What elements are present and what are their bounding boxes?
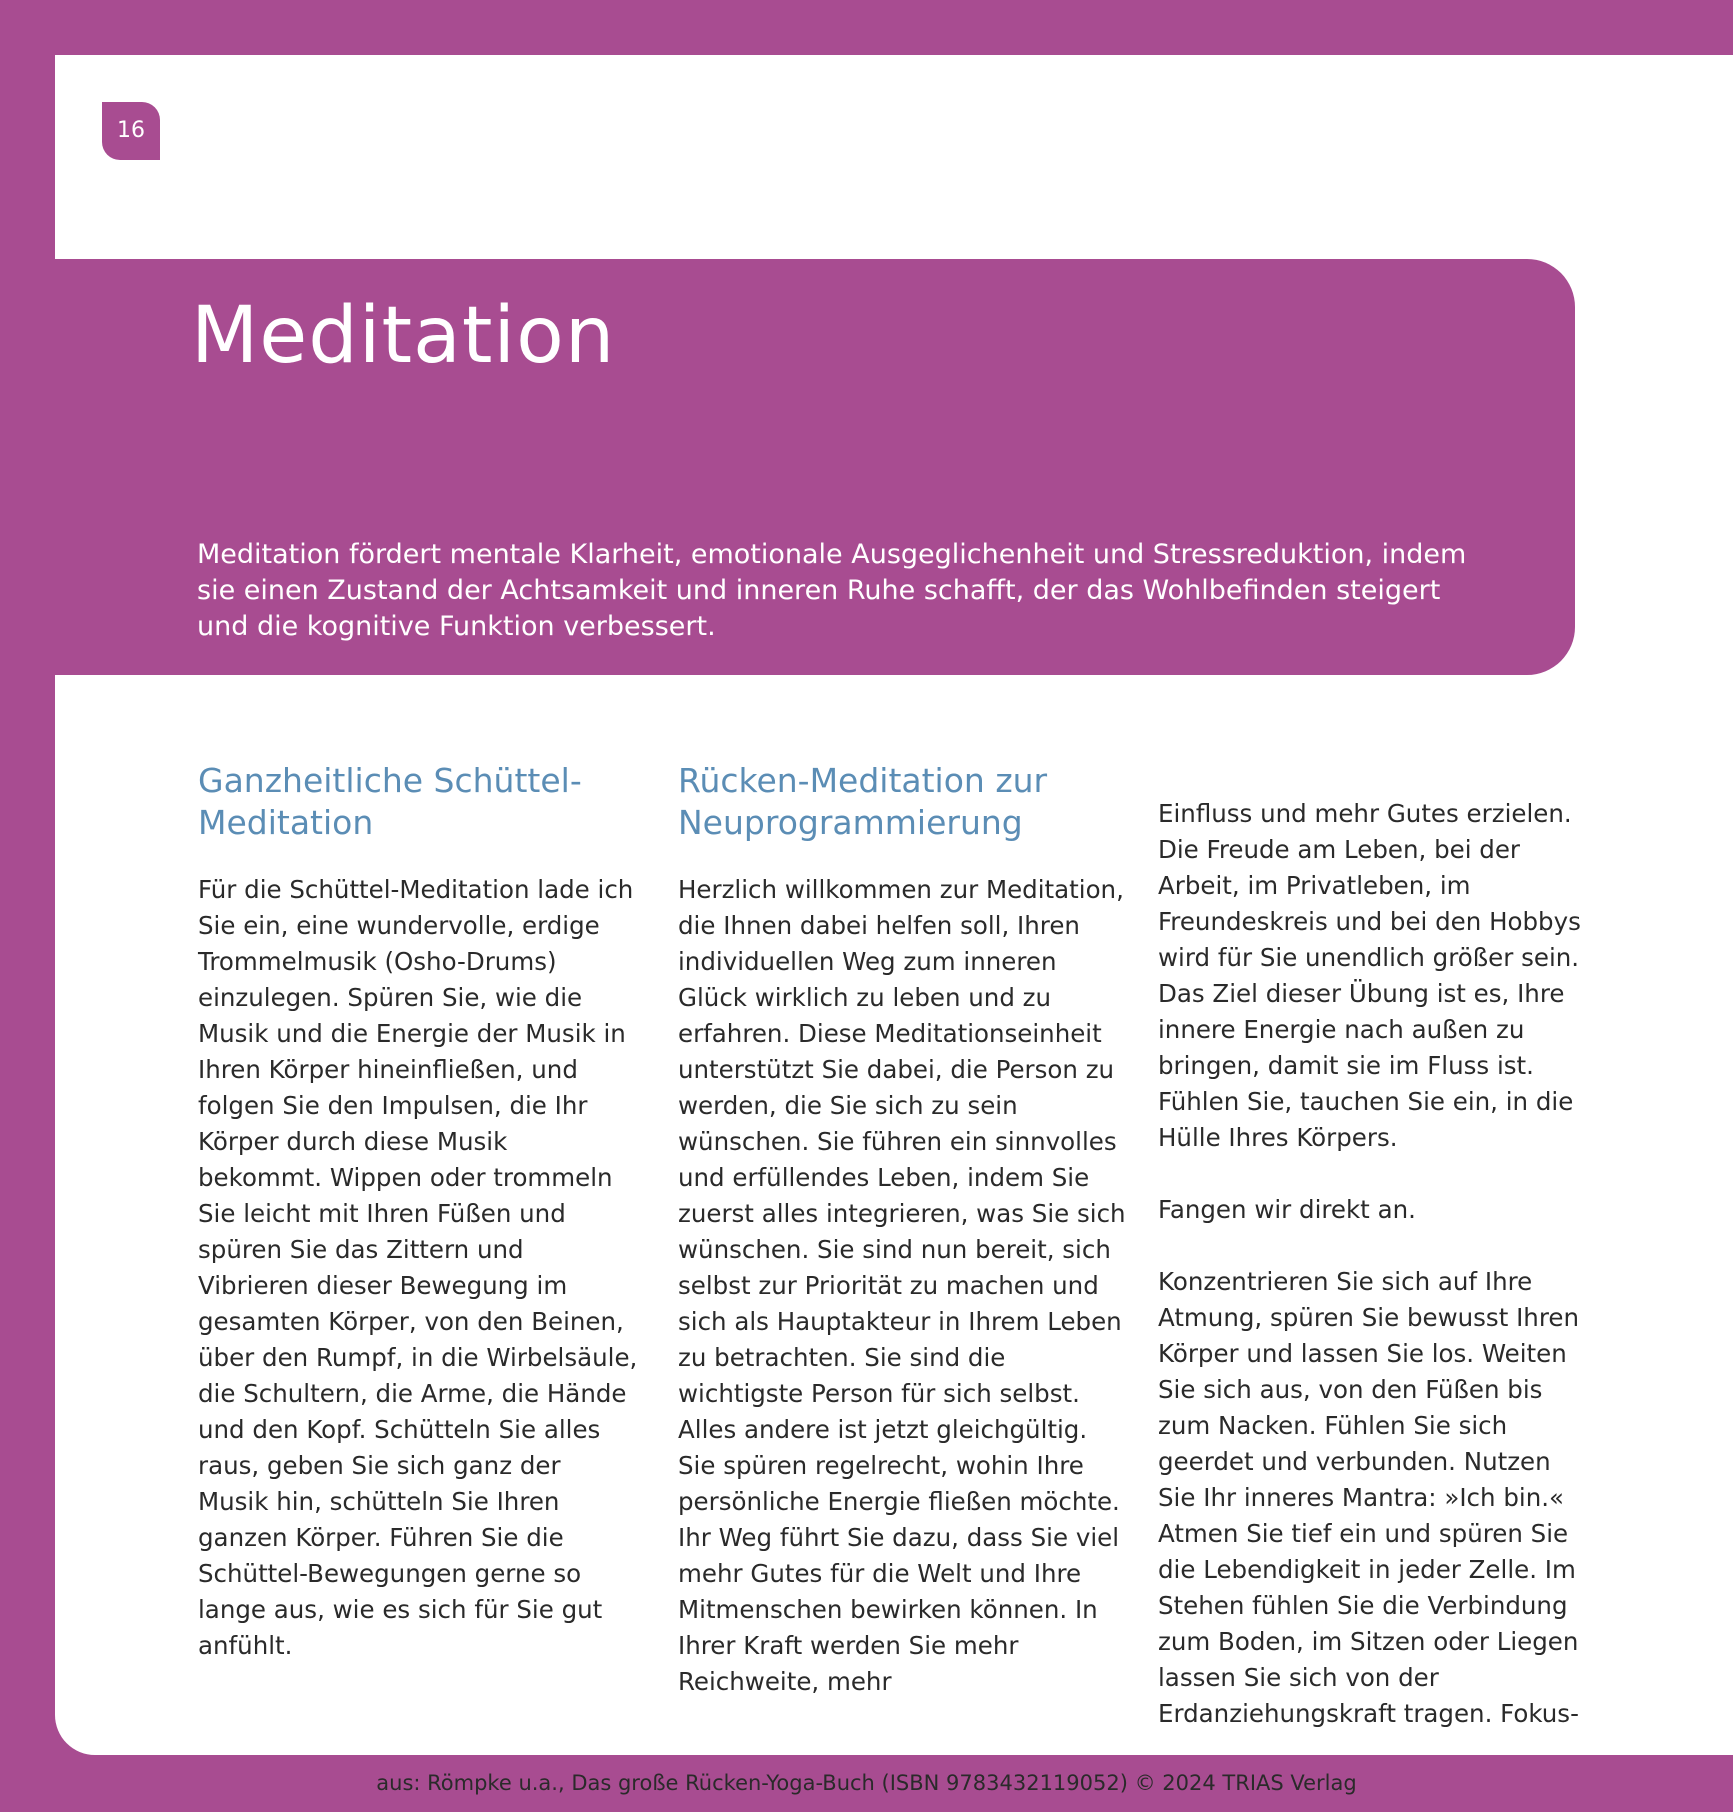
column-2 <box>678 760 1130 1700</box>
page <box>55 55 1733 1755</box>
section-heading-ruecken: Rücken-Meditation zur Neuprogrammierung <box>678 761 1048 842</box>
section-text-schuettel: Für die Schüttel-Meditation lade ich Sie ein, eine wundervolle, erdige Trommelmusik (Osho-Drums) einzulegen. Spüren Sie, wie die Musik und die Energie der Musik in Ihren Körper hineinfließen, und folgen Sie den Impulsen, die Ihr Körper durch diese Musik bekommt. Wippen oder trommeln Sie leicht mit Ihren Füßen und spüren Sie das Zittern und Vibrieren dieser Bewegung im gesamten Körper, von den Beinen, über den Rumpf, in die Wirbelsäule, die Schultern, die Arme, die Hände und den Kopf. Schütteln Sie alles raus, geben Sie sich ganz der Musik hin, schütteln Sie Ihren ganzen Körper. Führen Sie die Schüttel-Bewegungen gerne so lange aus, wie es sich für Sie gut anfühlt. <box>198 875 638 1660</box>
section-text-continued: Einfluss und mehr Gutes erzielen. Die Freude am Leben, bei der Arbeit, im Privatleben, im Freundeskreis und bei den Hobbys wird für Sie unendlich größer sein. Das Ziel dieser Übung ist es, Ihre innere Energie nach außen zu bringen, damit sie im Fluss ist. Fühlen Sie, tauchen Sie ein, in die Hülle Ihres Körpers. <box>1158 799 1581 1152</box>
column-1 <box>198 760 638 1664</box>
copyright-footer: aus: Römpke u.a., Das große Rücken-Yoga-Buch (ISBN 9783432119052) © 2024 TRIAS Verlag <box>376 1771 1357 1795</box>
section-heading-schuettel: Ganzheitliche Schüttel-Meditation <box>198 761 582 842</box>
section-text-ruecken: Herzlich willkommen zur Meditation, die Ihnen dabei helfen soll, Ihren individuellen Weg zum inneren Glück wirklich zu leben und zu erfahren. Diese Meditationseinheit unterstützt Sie dabei, die Person zu werden, die Sie sich zu sein wünschen. Sie führen ein sinnvolles und erfüllendes Leben, indem Sie zuerst alles integrieren, was Sie sich wünschen. Sie sind nun bereit, sich selbst zur Priorität zu machen und sich als Hauptakteur in Ihrem Leben zu betrachten. Sie sind die wichtigste Person für sich selbst. Alles andere ist jetzt gleichgültig. Sie spüren regelrecht, wohin Ihre persönliche Energie fließen möchte. Ihr Weg führt Sie dazu, dass Sie viel mehr Gutes für die Welt und Ihre Mitmenschen bewirken können. In Ihrer Kraft werden Sie mehr Reichweite, mehr <box>678 875 1126 1696</box>
header-band <box>55 259 1575 675</box>
intro-text: Meditation fördert mentale Klarheit, emotionale Ausgeglichenheit und Stressreduktion, indem sie einen Zustand der Achtsamkeit und inneren Ruhe schafft, der das Wohlbefinden steigert und die kognitive Funktion verbessert. <box>197 539 1467 642</box>
page-number-badge: 16 <box>102 102 160 160</box>
column-3 <box>1158 796 1583 1732</box>
section-text-focus: Konzentrieren Sie sich auf Ihre Atmung, spüren Sie bewusst Ihren Körper und lassen Sie los. Weiten Sie sich aus, von den Füßen bis zum Nacken. Fühlen Sie sich geerdet und verbunden. Nutzen Sie Ihr inneres Mantra: »Ich bin.« Atmen Sie tief ein und spüren Sie die Lebendigkeit in jeder Zelle. Im Stehen fühlen Sie die Verbindung zum Boden, im Sitzen oder Liegen lassen Sie sich von der Erdanziehungskraft tragen. Fokus- <box>1158 1267 1579 1728</box>
section-text-start: Fangen wir direkt an. <box>1158 1195 1416 1224</box>
page-title: Meditation <box>191 291 616 381</box>
